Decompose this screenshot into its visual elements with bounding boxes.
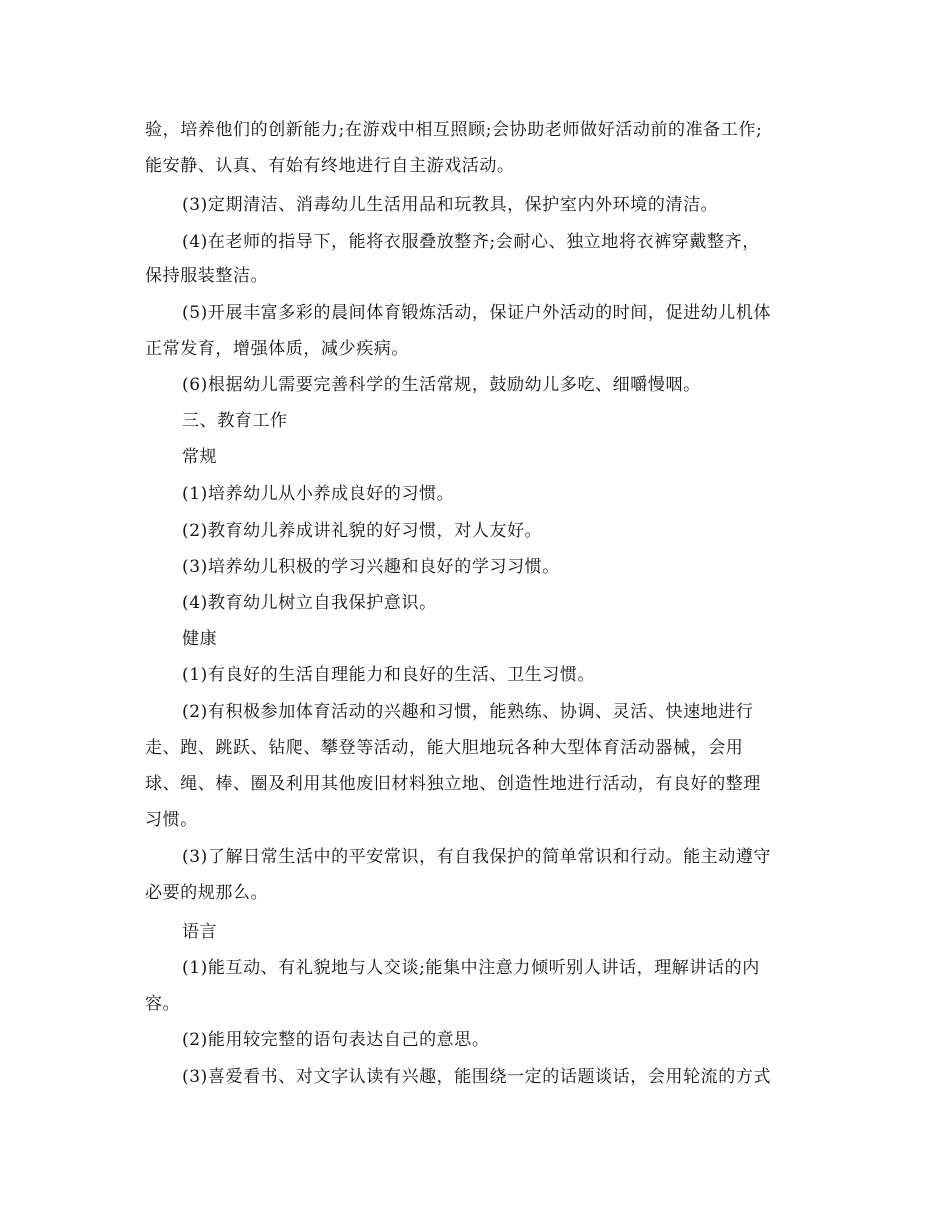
text-line: 保持服装整洁。 bbox=[145, 266, 269, 286]
subsection-heading: 健康 bbox=[182, 629, 218, 649]
text-line: (1)有良好的生活自理能力和良好的生活、卫生习惯。 bbox=[182, 665, 596, 685]
text-line: 走、跑、跳跃、钻爬、攀登等活动，能大胆地玩各种大型体育活动器械，会用 bbox=[145, 738, 744, 758]
text-line: (3)培养幼儿积极的学习兴趣和良好的学习习惯。 bbox=[182, 557, 560, 577]
text-line: (1)能互动、有礼貌地与人交谈;能集中注意力倾听别人讲话，理解讲话的内 bbox=[182, 958, 760, 978]
text-line: (2)能用较完整的语句表达自己的意思。 bbox=[182, 1030, 490, 1050]
text-line: (2)教育幼儿养成讲礼貌的好习惯，对人友好。 bbox=[182, 521, 543, 541]
subsection-heading: 常规 bbox=[182, 447, 218, 467]
text-line: (1)培养幼儿从小养成良好的习惯。 bbox=[182, 484, 455, 504]
text-line: 习惯。 bbox=[145, 810, 198, 830]
text-line: 球、绳、棒、圈及利用其他废旧材料独立地、创造性地进行活动，有良好的整理 bbox=[145, 774, 761, 794]
text-line: (3)了解日常生活中的平安常识，有自我保护的简单常识和行动。能主动遵守 bbox=[182, 847, 772, 867]
text-line: (3)定期清洁、消毒幼儿生活用品和玩教具，保护室内外环境的清洁。 bbox=[182, 195, 719, 215]
text-line: (4)教育幼儿树立自我保护意识。 bbox=[182, 593, 437, 613]
text-line: 正常发育，增强体质，减少疾病。 bbox=[145, 339, 409, 359]
text-line: 必要的规那么。 bbox=[145, 883, 269, 903]
text-line: (5)开展丰富多彩的晨间体育锻炼活动，保证户外活动的时间，促进幼儿机体 bbox=[182, 303, 772, 323]
subsection-heading: 语言 bbox=[182, 922, 218, 942]
text-line: (4)在老师的指导下，能将衣服叠放整齐;会耐心、独立地将衣裤穿戴整齐， bbox=[182, 232, 760, 252]
text-line: (6)根据幼儿需要完善科学的生活常规，鼓励幼儿多吃、细嚼慢咽。 bbox=[182, 375, 701, 395]
text-line: (2)有积极参加体育活动的兴趣和习惯，能熟练、协调、灵活、快速地进行 bbox=[182, 702, 754, 722]
text-line: 验，培养他们的创新能力;在游戏中相互照顾;会协助老师做好活动前的准备工作; bbox=[145, 120, 763, 140]
text-line: 能安静、认真、有始有终地进行自主游戏活动。 bbox=[145, 156, 515, 176]
text-line: (3)喜爱看书、对文字认读有兴趣，能围绕一定的话题谈话，会用轮流的方式 bbox=[182, 1067, 772, 1087]
text-line: 容。 bbox=[145, 994, 181, 1014]
section-heading: 三、教育工作 bbox=[182, 411, 288, 431]
